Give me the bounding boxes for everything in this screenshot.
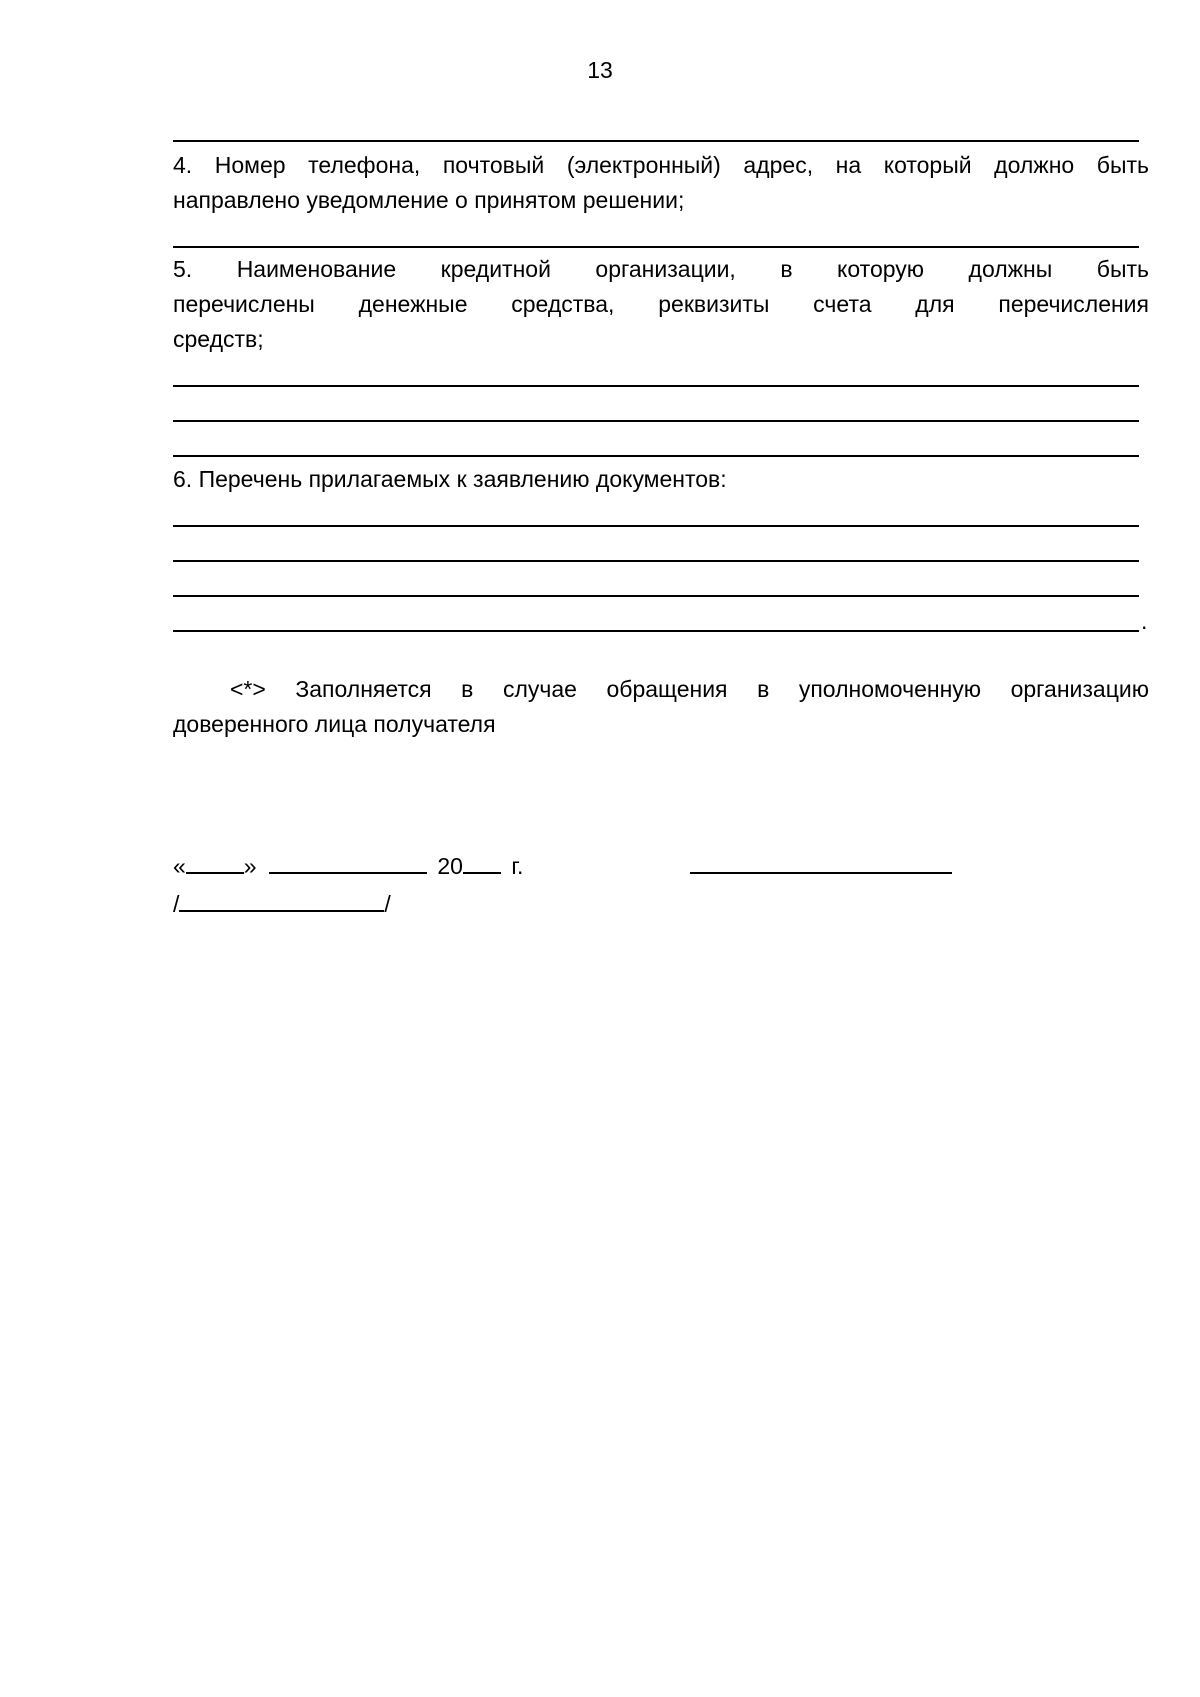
item-5-line-3: средств; (173, 326, 264, 352)
item-5-paragraph (173, 252, 1149, 357)
open-quote: « (173, 853, 186, 879)
close-quote: » (243, 853, 257, 879)
answer-line (173, 560, 1139, 562)
answer-line (173, 420, 1139, 422)
item-4-paragraph (173, 148, 1149, 218)
name-field[interactable] (179, 888, 384, 912)
slash-left: / (173, 891, 180, 917)
year-prefix: 20 (437, 853, 463, 879)
signature-field[interactable] (690, 850, 952, 874)
page-number: 13 (587, 57, 613, 83)
footnote-paragraph (173, 672, 1149, 742)
date-row (173, 850, 523, 881)
slash-right: / (384, 891, 391, 917)
answer-line (173, 630, 1139, 632)
answer-line (173, 595, 1139, 597)
answer-line (173, 140, 1139, 142)
item-4-line-2: направлено уведомление о принятом решении; (173, 187, 685, 213)
answer-line (173, 385, 1139, 387)
answer-line (173, 525, 1139, 527)
footnote-line-2: доверенного лица получателя (173, 711, 496, 737)
item-4-line-1: 4. Номер телефона, почтовый (электронный) адрес, на который должно быть (173, 152, 1149, 178)
item-5-line-2: перечислены денежные средства, реквизиты счета для перечисления (173, 291, 1149, 317)
footnote-line-1: <*> Заполняется в случае обращения в уполномоченную организацию (230, 676, 1149, 702)
item-5-line-1: 5. Наименование кредитной организации, в которую должны быть (173, 256, 1149, 282)
year-suffix: г. (511, 853, 524, 879)
answer-line (173, 246, 1139, 248)
month-field[interactable] (269, 850, 427, 874)
signature-line (690, 850, 952, 881)
day-field[interactable] (186, 850, 244, 874)
item-6-line: 6. Перечень прилагаемых к заявлению документов: (173, 466, 727, 492)
answer-line (173, 455, 1139, 457)
trailing-period: . (1141, 608, 1148, 634)
name-row (173, 888, 391, 919)
year-field[interactable] (463, 850, 501, 874)
item-6-paragraph (173, 462, 1149, 497)
